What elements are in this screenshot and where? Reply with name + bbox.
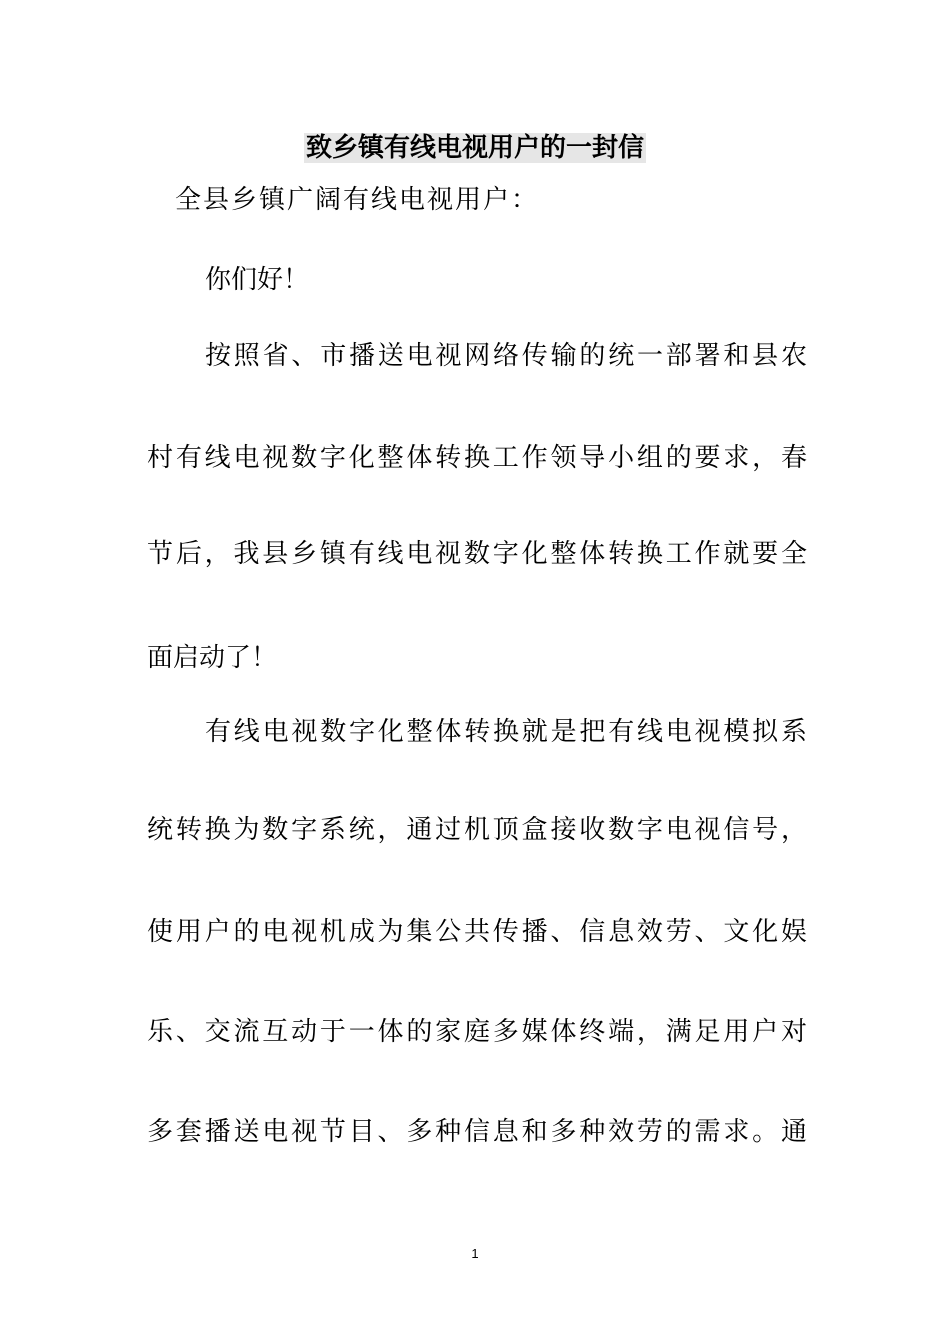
page-number: 1 [471,1246,479,1261]
document-title [0,128,950,168]
paragraph-1-line-1: 按照省、市播送电视网络传输的统一部署和县农 [205,341,807,371]
greeting: 你们好！ [205,265,310,295]
paragraph-1-line-3: 节后，我县乡镇有线电视数字化整体转换工作就要全 [147,539,807,569]
paragraph-1-line-4: 面启动了！ [147,643,278,673]
salutation: 全县乡镇广阔有线电视用户： [175,185,540,215]
paragraph-2-line-2: 统转换为数字系统，通过机顶盒接收数字电视信号， [147,815,807,845]
paragraph-2-line-5: 多套播送电视节目、多种信息和多种效劳的需求。通 [147,1117,807,1147]
paragraph-2-line-3: 使用户的电视机成为集公共传播、信息效劳、文化娱 [147,917,807,947]
paragraph-1-line-2: 村有线电视数字化整体转换工作领导小组的要求，春 [147,443,807,473]
paragraph-2-line-4: 乐、交流互动于一体的家庭多媒体终端，满足用户对 [147,1017,807,1047]
paragraph-2-line-1: 有线电视数字化整体转换就是把有线电视模拟系 [205,717,807,747]
document-title-text: 致乡镇有线电视用户的一封信 [305,133,644,163]
